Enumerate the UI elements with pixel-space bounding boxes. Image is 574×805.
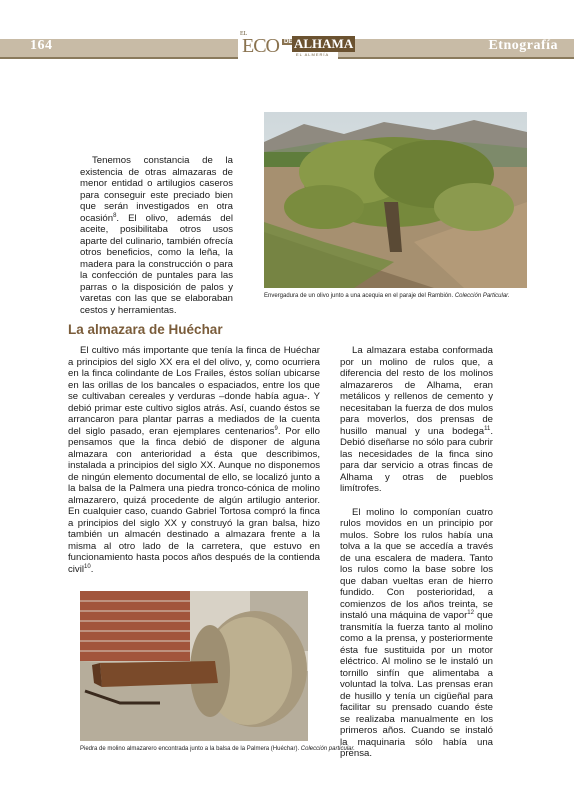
page-number: 164 (30, 38, 53, 53)
footnote-ref: 8 (113, 212, 117, 219)
article-column-right: La almazara estaba conformada por un molino de rulos que, a diferencia del resto de los molinos almazareros de Alhama, eran metálicos y rellenos de cemento y necesitaban la fuerza de dos mulos para moverlos, dos prensas de husillo manual y una bodega$^{11}$. Debió diseñarse no sólo para cubrir las necesidades de la finca sino para dar servicio a otras fincas de Alhama y otras de pueblos limítrofes. El molino lo componían cuatro rulos movidos en un principio por mulos. Sobre los rulos había una tolva a la que se accedía a través de una escalera de madera. Tanto los rulos como la base sobre los que daban vueltas eran de hierro fundido. Con posterioridad, a comienzos de los años treinta, se instaló una máquina de vapor$^{12}$ que transmitía la fuerza tanto al molino como a la prensa, y posteriormente ésta fue sustituida por un motor eléctrico. Al molino se le instaló un tornillo sinfín que alimentaba a voluntad la tolva. Las prensas eran de husillo y tenía un cigüeñal para facilitar su prensado cuando éste se realizaba manualmente en los primeros años. Cuando se instaló la maquinaria sólo había una prensa. (340, 345, 493, 759)
section-heading: La almazara de Huéchar (68, 322, 223, 337)
intro-paragraph: Tenemos constancia de la existencia de otras almazaras de menor entidad o artilugios caseros para conseguir este preciado bien que serán investigados en otra ocasión$^8$. El olivo, además del aceite, posibilitaba otros usos aparte del culinario, también ofrecía otros beneficios, como la leña, la madera para la construcción o para la confección de puntales para las parras o la disposición de palos y varetas con las que se elaboraban cestos y herramientas. (80, 155, 233, 316)
photo-caption: Envergadura de un olivo junto a una acequia en el paraje del Rambión. Colección Particular. (264, 293, 510, 299)
footnote-ref: 9 (274, 425, 278, 432)
millstone-photo (80, 591, 308, 741)
magazine-logo: EL ECO DE ALHAMA EL ALMERÍA (240, 31, 354, 57)
photo-caption: Piedra de molino almazarero encontrada junto a la balsa de la Palmera (Huéchar). Colección particular. (80, 746, 355, 752)
footnote-ref: 10 (84, 563, 91, 570)
page-header (0, 33, 574, 59)
footnote-ref: 12 (467, 609, 474, 616)
section-title: Etnografía (488, 38, 558, 53)
article-column-left: El cultivo más importante que tenía la finca de Huéchar a principios del siglo XX era el del olivo, y, como ocurriera en la finca colindante de Los Frailes, éstos solían ubicarse en las orillas de los bancales o espaciados, entre los que se cultivaban cereales y verduras –donde había agua-. Y debió primar este cultivo siglos atrás. Así, cuando éstos se arrancaron para plantar parras a mediados de la cuenta del siglo pasado, eran ejemplares centenarios$^9$. Por ello pensamos que la finca debió de disponer de alguna almazara con anterioridad a ésta que describimos, instalada a principios del siglo XX. Aunque no disponemos de ningún elemento documental de ello, se localizó junto a la balsa de la Palmera una piedra tronco-cónica de molino almazarero, quizá procedente de algún artilugio anterior. En cualquier caso, cuando Gabriel Tortosa compró la finca a principios del siglo XX y construyó la gran balsa, hizo también un almacén destinado a almazara frente a la misma al otro lado de la carretera, que estuvo en funcionamiento hasta pocos años después de la contienda civil$^{10}$. (68, 345, 320, 575)
footnote-ref: 11 (484, 425, 491, 432)
olive-tree-photo (264, 112, 527, 288)
